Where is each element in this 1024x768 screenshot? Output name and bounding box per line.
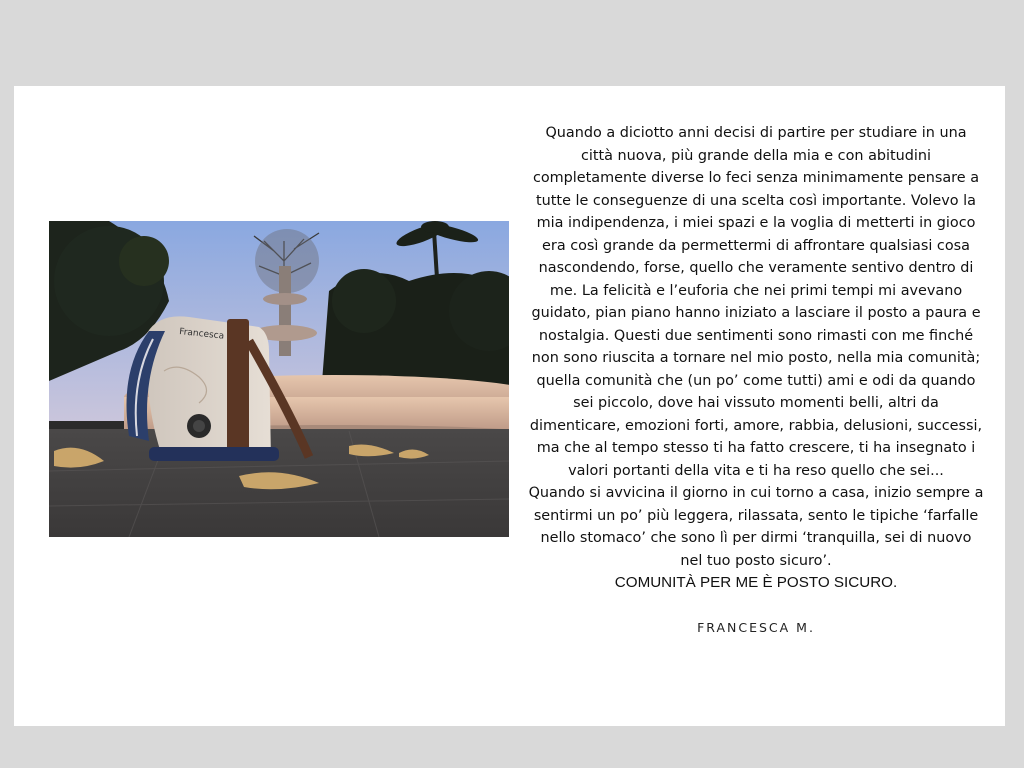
fountain-bag-photo <box>49 221 509 537</box>
story-paragraph-1: Quando a diciotto anni decisi di partire per studiare in una città nuova, più grande della mia e con abitudini completamente diverse lo feci senza minimamente pensare a tutte le conseguenze di una scelta così importante. Volevo la mia indipendenza, i miei spazi e la voglia di metterti in gioco era così grande da permettermi di affrontare qualsiasi cosa nascondendo, forse, quello che veramente sentivo dentro di me. La felicità e l’euforia che nei primi tempi mi avevano guidato, pian piano hanno iniziato a lasciare il posto a paura e nostalgia. Questi due sentimenti sono rimasti con me finché non sono riuscita a tornare nel mio posto, nella mia comunità; quella comunità che (un po’ come tutti) ami e odi da quando sei piccolo, dove hai vissuto momenti belli, altri da dimenticare, emozioni forti, amore, rabbia, delusioni, successi, ma che al tempo stesso ti ha fatto crescere, ti ha insegnato i valori portanti della vita e ti ha reso quello che sei... <box>529 125 983 479</box>
story-text-column <box>528 122 984 639</box>
page-card <box>14 86 1005 726</box>
author-signature: FRANCESCA M. <box>697 619 815 635</box>
closing-statement: COMUNITÀ PER ME È POSTO SICURO. <box>614 574 898 591</box>
story-paragraph-2: Quando si avvicina il giorno in cui torno a casa, inizio sempre a sentirmi un po’ più leggera, rilassata, sento le tipiche ‘farfalle nello stomaco’ che sono lì per dirmi ‘tranquilla, sei di nuovo nel tuo posto sicuro’. <box>528 485 984 569</box>
bag-label: Francesca <box>178 327 225 342</box>
